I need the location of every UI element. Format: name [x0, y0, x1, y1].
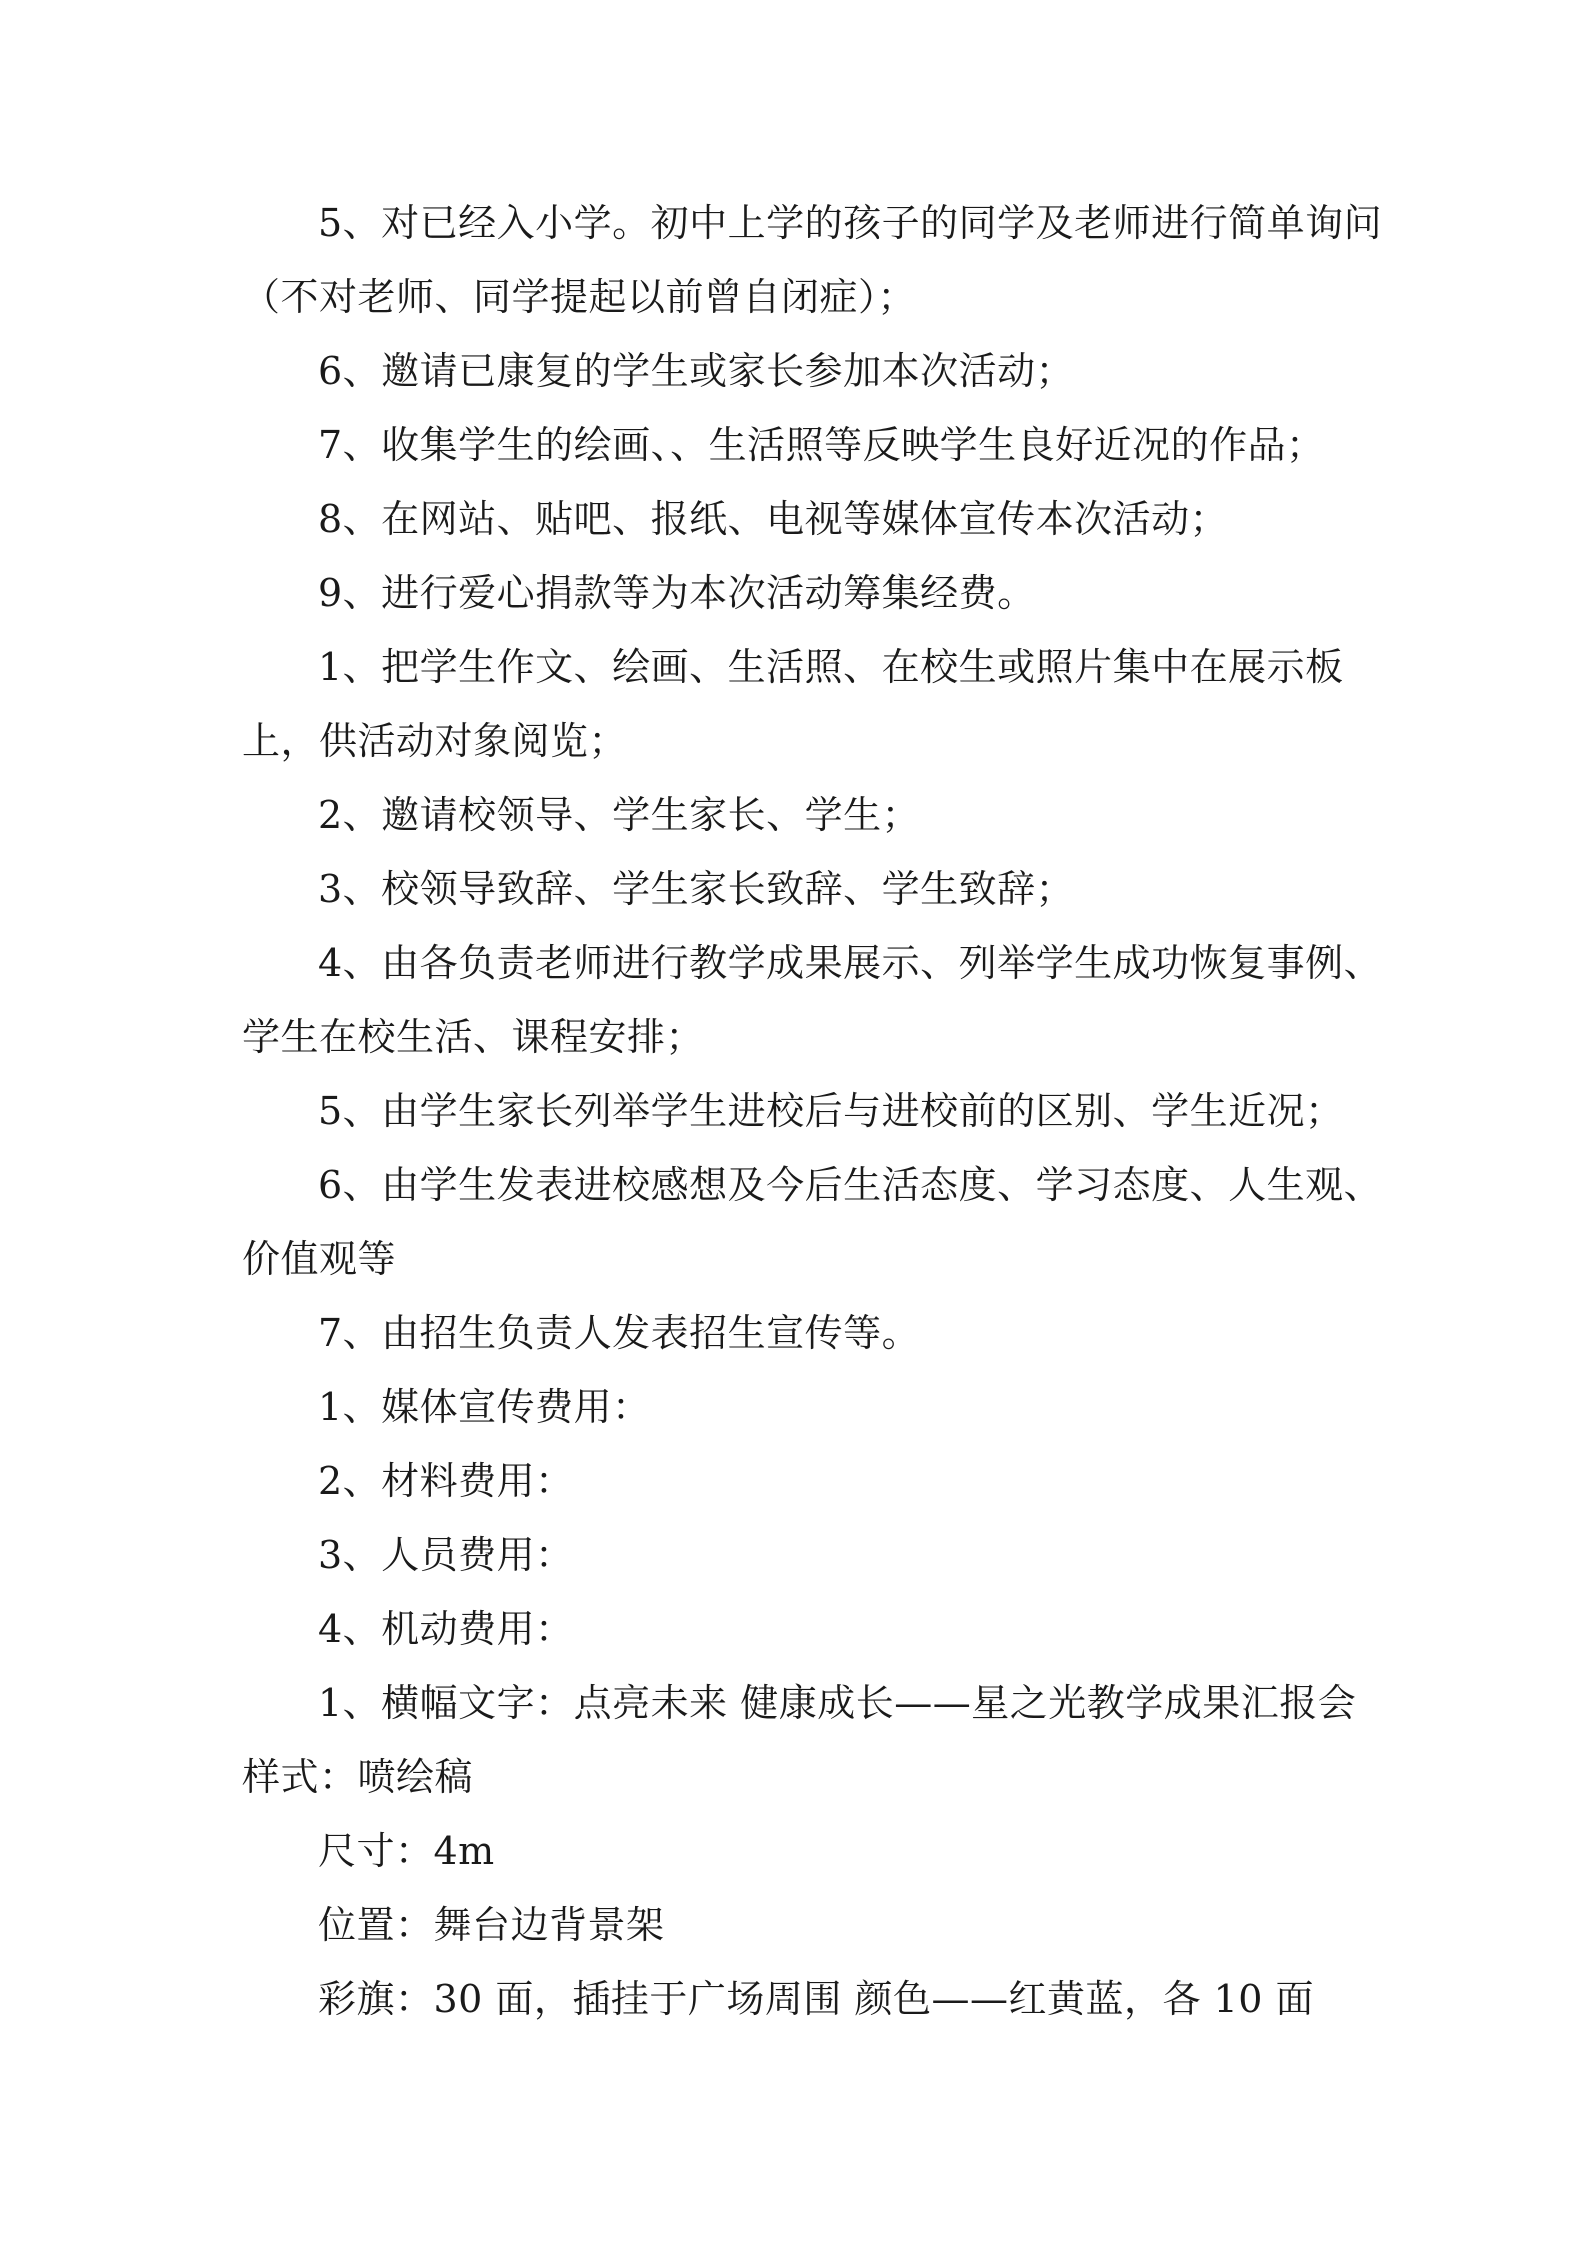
text-line: 价值观等 — [242, 1237, 397, 1281]
text-line: 样式：喷绘稿 — [242, 1755, 474, 1799]
text-line: 6、邀请已康复的学生或家长参加本次活动； — [318, 349, 1075, 393]
text-line: 7、收集学生的绘画、、生活照等反映学生良好近况的作品； — [318, 423, 1325, 467]
text-line: 尺寸：4m — [318, 1829, 495, 1873]
text-line: 位置：舞台边背景架 — [318, 1903, 665, 1947]
text-line: 7、由招生负责人发表招生宣传等。 — [318, 1311, 921, 1355]
text-line: 8、在网站、贴吧、报纸、电视等媒体宣传本次活动； — [318, 497, 1229, 541]
document-body — [242, 186, 1383, 2036]
text-line: 学生在校生活、课程安排； — [242, 1015, 705, 1059]
text-line: 3、校领导致辞、学生家长致辞、学生致辞； — [318, 867, 1075, 911]
text-line: 3、人员费用： — [318, 1533, 574, 1577]
text-line: 2、邀请校领导、学生家长、学生； — [318, 793, 921, 837]
text-line: 6、由学生发表进校感想及今后生活态度、学习态度、人生观、 — [318, 1163, 1383, 1207]
text-line: 4、由各负责老师进行教学成果展示、列举学生成功恢复事例、 — [318, 941, 1383, 985]
text-line: 4、机动费用： — [318, 1607, 574, 1651]
text-line: 1、横幅文字：点亮未来 健康成长——星之光教学成果汇报会 — [318, 1681, 1357, 1725]
text-line: 2、材料费用： — [318, 1459, 574, 1503]
text-line: （不对老师、同学提起以前曾自闭症）； — [242, 275, 917, 319]
text-line: 9、进行爱心捐款等为本次活动筹集经费。 — [318, 571, 1036, 615]
text-line: 1、把学生作文、绘画、生活照、在校生或照片集中在展示板 — [318, 645, 1344, 689]
text-line: 5、对已经入小学。初中上学的孩子的同学及老师进行简单询问 — [318, 201, 1383, 245]
text-line: 彩旗：30 面，插挂于广场周围 颜色——红黄蓝，各 10 面 — [318, 1977, 1315, 2021]
text-line: 上，供活动对象阅览； — [242, 719, 628, 763]
text-line: 5、由学生家长列举学生进校后与进校前的区别、学生近况； — [318, 1089, 1344, 1133]
text-line: 1、媒体宣传费用： — [318, 1385, 651, 1429]
